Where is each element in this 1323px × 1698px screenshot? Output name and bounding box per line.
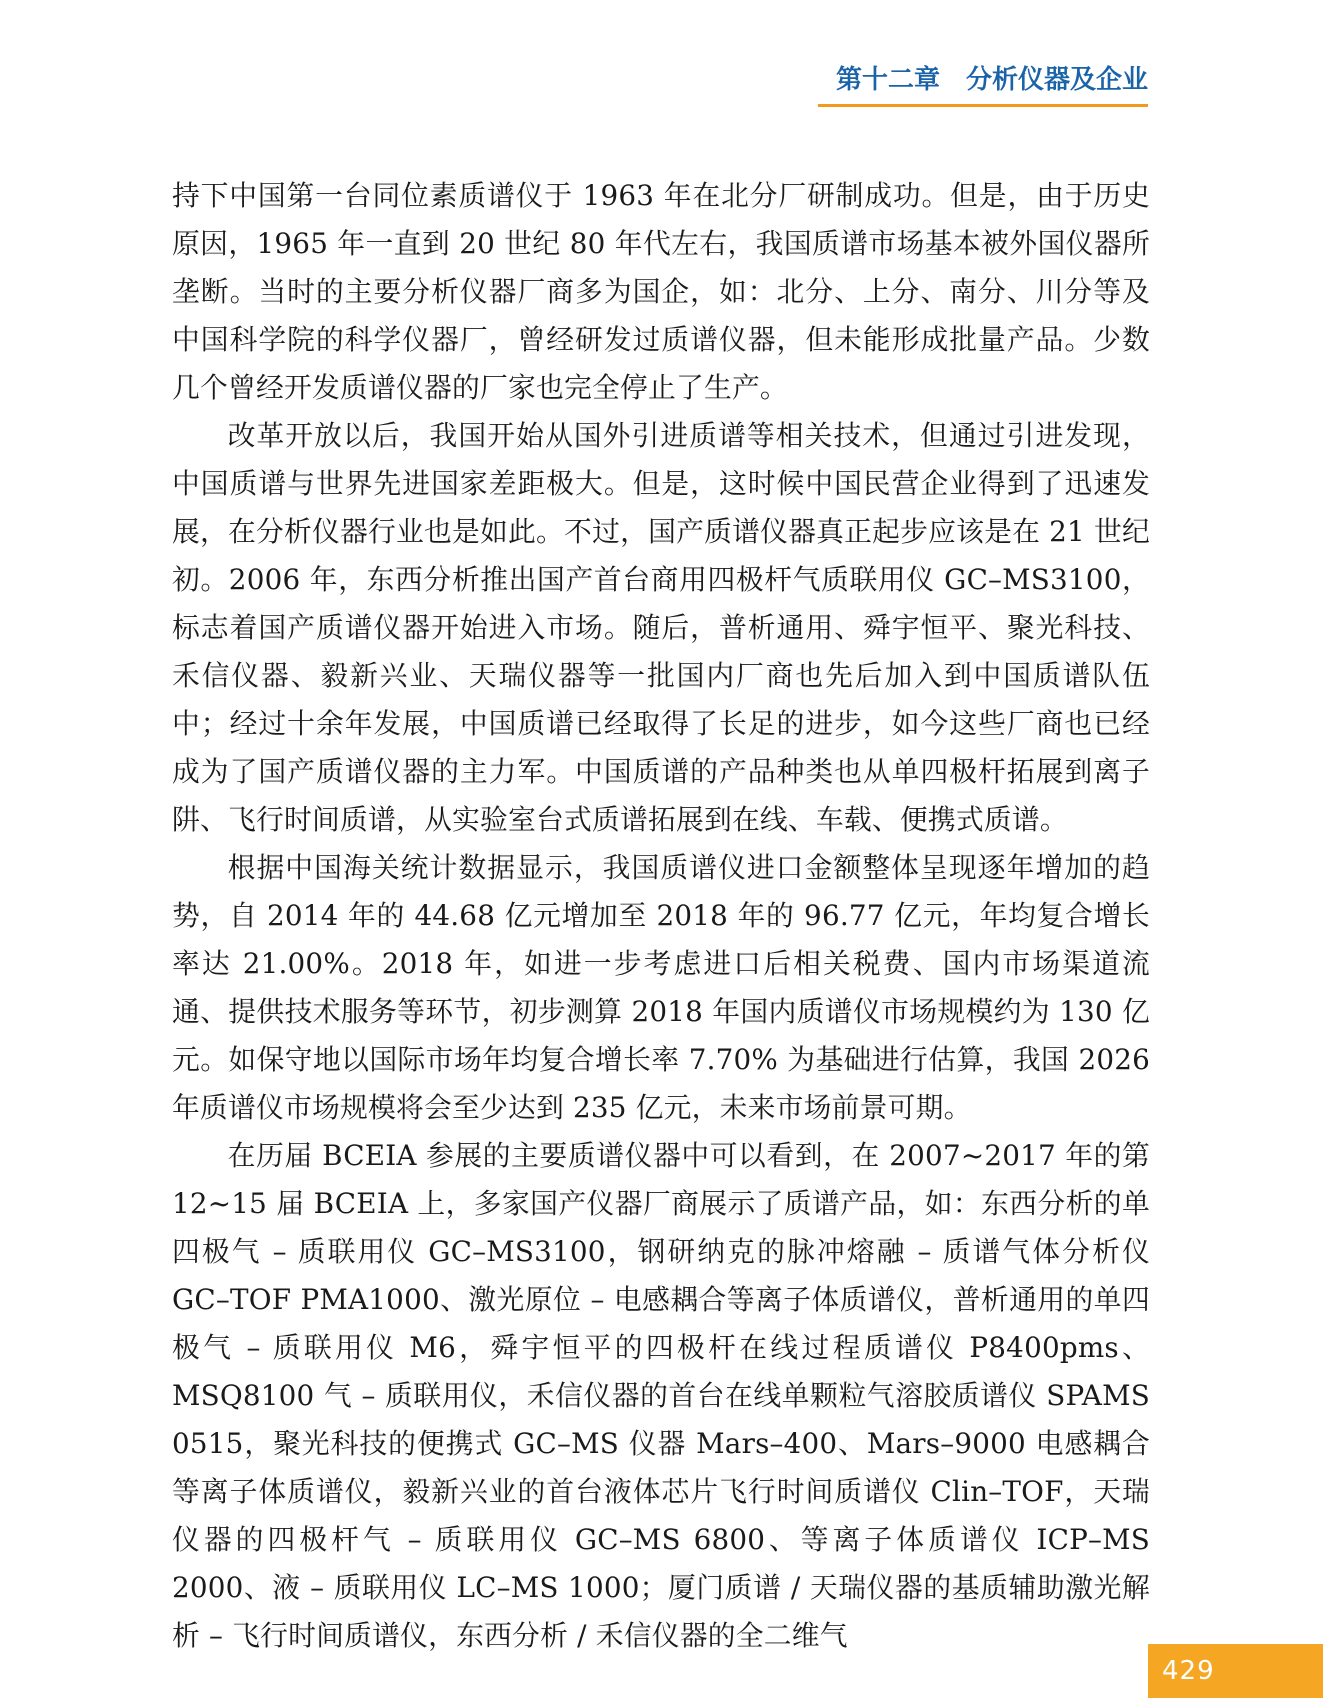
- paragraph-continued: 持下中国第一台同位素质谱仪于 1963 年在北分厂研制成功。但是，由于历史原因，1965 年一直到 20 世纪 80 年代左右，我国质谱市场基本被外国仪器所垄断。当时的主要分析仪器厂商多为国企，如：北分、上分、南分、川分等及中国科学院的科学仪器厂，曾经研发过质谱仪器，但未能形成批量产品。少数几个曾经开发质谱仪器的厂家也完全停止了生产。: [172, 179, 1150, 404]
- paragraph: 在历届 BCEIA 参展的主要质谱仪器中可以看到，在 2007~2017 年的第 12~15 届 BCEIA 上，多家国产仪器厂商展示了质谱产品，如：东西分析的单四极气 – 质联用仪 GC–MS3100，钢研纳克的脉冲熔融 – 质谱气体分析仪 GC–TOF PMA1000、激光原位 – 电感耦合等离子体质谱仪，普析通用的单四极气 – 质联用仪 M6，舜宇恒平的四极杆在线过程质谱仪 P8400pms、MSQ8100 气 – 质联用仪，禾信仪器的首台在线单颗粒气溶胶质谱仪 SPAMS 0515，聚光科技的便携式 GC–MS 仪器 Mars–400、Mars–9000 电感耦合等离子体质谱仪，毅新兴业的首台液体芯片飞行时间质谱仪 Clin–TOF，天瑞仪器的四极杆气 – 质联用仪 GC–MS 6800、等离子体质谱仪 ICP–MS 2000、液 – 质联用仪 LC–MS 1000；厦门质谱 / 天瑞仪器的基质辅助激光解析 – 飞行时间质谱仪，东西分析 / 禾信仪器的全二维气: [172, 1139, 1150, 1652]
- running-header: [818, 60, 1148, 107]
- chapter-number: 第十二章: [835, 65, 940, 95]
- paragraph: 改革开放以后，我国开始从国外引进质谱等相关技术，但通过引进发现，中国质谱与世界先进国家差距极大。但是，这时候中国民营企业得到了迅速发展，在分析仪器行业也是如此。不过，国产质谱仪器真正起步应该是在 21 世纪初。2006 年，东西分析推出国产首台商用四极杆气质联用仪 GC–MS3100，标志着国产质谱仪器开始进入市场。随后，普析通用、舜宇恒平、聚光科技、禾信仪器、毅新兴业、天瑞仪器等一批国内厂商也先后加入到中国质谱队伍中；经过十余年发展，中国质谱已经取得了长足的进步，如今这些厂商也已经成为了国产质谱仪器的主力军。中国质谱的产品种类也从单四极杆拓展到离子阱、飞行时间质谱，从实验室台式质谱拓展到在线、车载、便携式质谱。: [172, 419, 1150, 836]
- chapter-title: 分析仪器及企业: [965, 65, 1148, 95]
- paragraph: 根据中国海关统计数据显示，我国质谱仪进口金额整体呈现逐年增加的趋势，自 2014 年的 44.68 亿元增加至 2018 年的 96.77 亿元，年均复合增长率达 21.00%。2018 年，如进一步考虑进口后相关税费、国内市场渠道流通、提供技术服务等环节，初步测算 2018 年国内质谱仪市场规模约为 130 亿元。如保守地以国际市场年均复合增长率 7.70% 为基础进行估算，我国 2026 年质谱仪市场规模将会至少达到 235 亿元，未来市场前景可期。: [172, 851, 1150, 1124]
- page-number: 429: [1148, 1644, 1323, 1698]
- body-text: [172, 172, 1150, 1660]
